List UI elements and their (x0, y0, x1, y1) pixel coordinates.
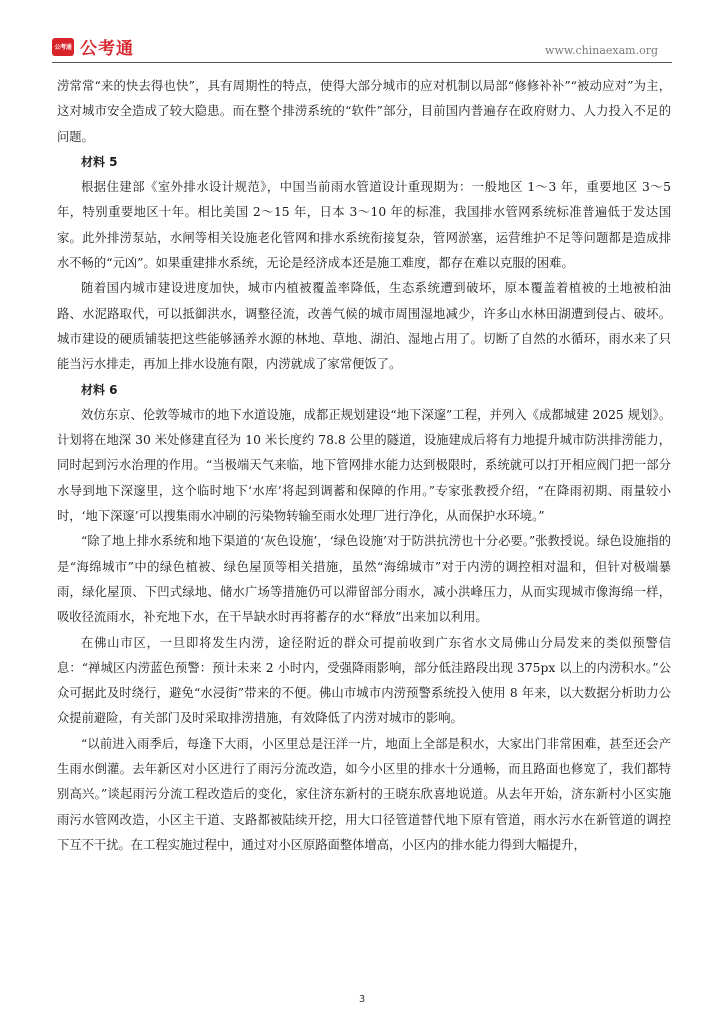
body-paragraph: 涝常常“来的快去得也快”，具有周期性的特点，使得大部分城市的应对机制以局部“修修补补”“被动应对”为主，这对城市安全造成了较大隐患。而在整个排涝系统的“软件”部分，目前国内普遍存在政府财力、人力投入不足的问题。 (57, 79, 671, 144)
body-paragraph: 根据住建部《室外排水设计规范》，中国当前雨水管道设计重现期为：一般地区 1～3 年，重要地区 3～5 年，特别重要地区十年。相比美国 2～15 年，日本 3～10 年的标准，我国排水管网系统标准普遍低于发达国家。此外排涝泵站，水闸等相关设施老化管网和排水系统衔接复杂，管网淤塞，运营维护不足等问题都是造成排水不畅的“元凶”。如果重建排水系统，无论是经济成本还是施工难度，都存在难以克服的困难。 (57, 180, 671, 271)
section-heading-text: 材料 5 (81, 154, 118, 169)
body-paragraph: 随着国内城市建设进度加快，城市内植被覆盖率降低，生态系统遭到破坏，原本覆盖着植被的土地被柏油路、水泥路取代，可以抵御洪水，调整径流，改善气候的城市周围湿地减少，许多山水林田湖遭到侵占、破坏。城市建设的硬质铺装把这些能够涵养水源的林地、草地、湖泊、湿地占用了。切断了自然的水循环，雨水来了只能当污水排走，再加上排水设施有限，内涝就成了家常便饭了。 (57, 281, 671, 372)
logo-badge-icon: 公考通 (52, 38, 74, 56)
section-heading-text: 材料 6 (81, 382, 118, 397)
body-paragraph: “以前进入雨季后，每逢下大雨，小区里总是汪洋一片，地面上全部是积水，大家出门非常困难，甚至还会产生雨水倒灌。去年新区对小区进行了雨污分流改造，如今小区里的排水十分通畅，而且路面也修宽了，我们都特别高兴。”谈起雨污分流工程改造后的变化，家住济东新村的王晓东欣喜地说道。从去年开始，济东新村小区实施雨污水管网改造，小区主干道、支路都被陆续开挖，用大口径管道替代地下原有管道，雨水污水在新管道的调控下互不干扰。在工程实施过程中，通过对小区原路面整体增高，小区内的排水能力得到大幅提升， (57, 736, 671, 852)
page-header (0, 0, 724, 62)
logo[interactable] (52, 34, 134, 59)
section-heading (57, 150, 671, 175)
logo-text: 公考通 (80, 39, 134, 59)
body-paragraph: “除了地上排水系统和地下渠道的‘灰色设施’，‘绿色设施’对于防洪抗涝也十分必要。”张教授说。绿色设施指的是“海绵城市”中的绿色植被、绿色屋顶等相关措施，虽然“海绵城市”对于内涝的调控相对温和，但针对极端暴雨，绿化屋顶、下凹式绿地、储水广场等措施仍可以滞留部分雨水，减小洪峰压力，从而实现城市像海绵一样，吸收径流雨水，补充地下水，在干旱缺水时再将蓄存的水“释放”出来加以利用。 (57, 534, 671, 625)
body-paragraph: 效仿东京、伦敦等城市的地下水道设施，成都正规划建设“地下深邃”工程，并列入《成都城建 2025 规划》。计划将在地深 30 米处修建直径为 10 米长度约 78.8 公里的隧道，设施建成后将有力地提升城市防洪排涝能力，同时起到污水治理的作用。“当极端天气来临，地下管网排水能力达到极限时，系统就可以打开相应阀门把一部分水导到地下深邃里，这个临时地下‘水库’将起到调蓄和保障的作用。”专家张教授介绍，“在降雨初期、雨量较小时，‘地下深邃’可以搜集雨水冲刷的污染物转输至雨水处理厂进行净化，从而保护水环境。” (57, 407, 671, 524)
section-heading (57, 378, 671, 403)
header-divider (52, 62, 672, 63)
body-paragraph: 在佛山市区，一旦即将发生内涝，途径附近的群众可提前收到广东省水文局佛山分局发来的类似预警信息：“禅城区内涝蓝色预警：预计未来 2 小时内，受强降雨影响，部分低洼路段出现 375px 以上的内涝积水。”公众可据此及时绕行，避免“水浸街”带来的不便。佛山市城市内涝预警系统投入使用 8 年来，以大数据分析助力公众提前避险，有关部门及时采取排涝措施，有效降低了内涝对城市的影响。 (57, 635, 671, 726)
site-url[interactable]: www.chinaexam.org (545, 44, 658, 57)
page-number: 3 (358, 994, 366, 1005)
document-body (57, 74, 671, 858)
